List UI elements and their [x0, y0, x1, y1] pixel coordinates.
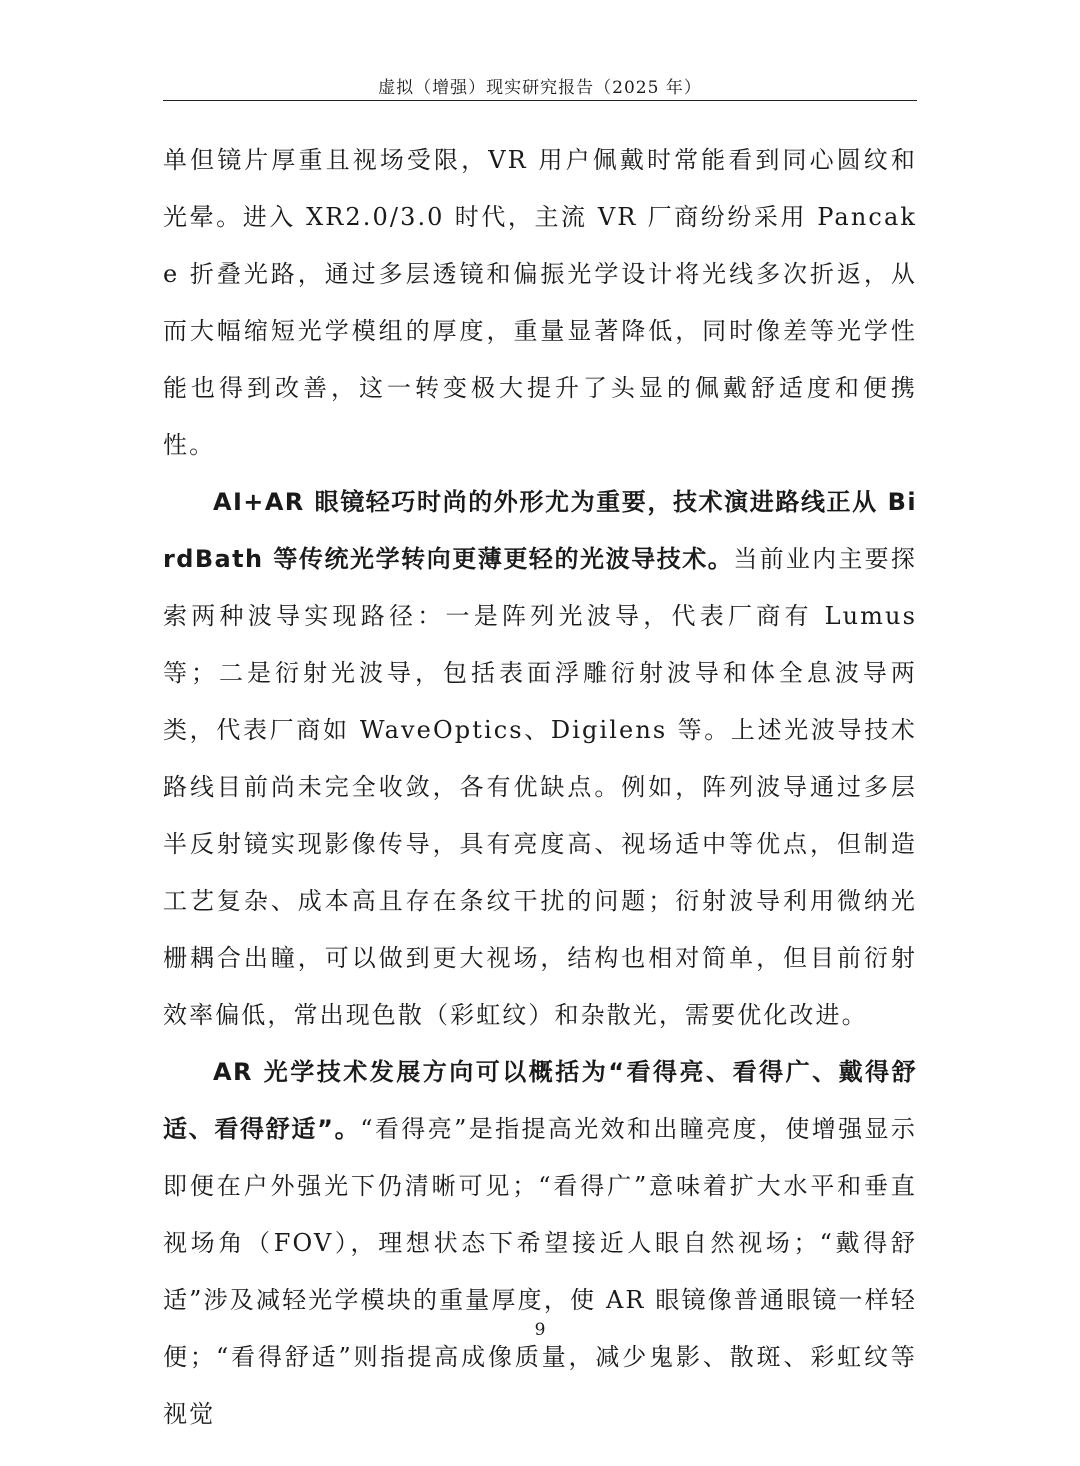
header-divider: [163, 100, 917, 101]
running-header: 虚拟（增强）现实研究报告（2025 年）: [378, 78, 702, 98]
page-number: 9: [534, 1320, 546, 1340]
paragraph-lead-bold: AI+AR 眼镜轻巧时尚的外形尤为重要，技术演进路线正从 BirdBath 等传统光学转向更薄更轻的光波导技术。: [163, 488, 917, 573]
paragraph-ar-direction: [163, 1044, 917, 1443]
paragraph-text: 当前业内主要探索两种波导实现路径：一是阵列光波导，代表厂商有 Lumus 等；二是衍射光波导，包括表面浮雕衍射波导和体全息波导两类，代表厂商如 WaveOptics、Digilens 等。上述光波导技术路线目前尚未完全收敛，各有优缺点。例如，阵列波导通过多层半反射镜实现影像传导，具有亮度高、视场适中等优点，但制造工艺复杂、成本高且存在条纹干扰的问题；衍射波导利用微纳光栅耦合出瞳，可以做到更大视场，结构也相对简单，但目前衍射效率偏低，常出现色散（彩虹纹）和杂散光，需要优化改进。: [163, 545, 918, 1029]
report-body: [163, 132, 917, 1443]
paragraph-vr-optics: [163, 132, 917, 474]
paragraph-text: “看得亮”是指提高光效和出瞳亮度，使增强显示即便在户外强光下仍清晰可见；“看得广”意味着扩大水平和垂直视场角（FOV），理想状态下希望接近人眼自然视场；“戴得舒适”涉及减轻光学模块的重量厚度，使 AR 眼镜像普通眼镜一样轻便；“看得舒适”则指提高成像质量，减少鬼影、散斑、彩虹纹等视觉: [163, 1115, 917, 1428]
paragraph-lead-bold: AR 光学技术发展方向可以概括为“看得亮、看得广、戴得舒适、看得舒适”。: [163, 1058, 917, 1143]
paragraph-ar-waveguide: [163, 474, 917, 1044]
paragraph-text: 单但镜片厚重且视场受限，VR 用户佩戴时常能看到同心圆纹和光晕。进入 XR2.0/3.0 时代，主流 VR 厂商纷纷采用 Pancake 折叠光路，通过多层透镜和偏振光学设计将光线多次折返，从而大幅缩短光学模组的厚度，重量显著降低，同时像差等光学性能也得到改善，这一转变极大提升了头显的佩戴舒适度和便携性。: [163, 146, 917, 459]
